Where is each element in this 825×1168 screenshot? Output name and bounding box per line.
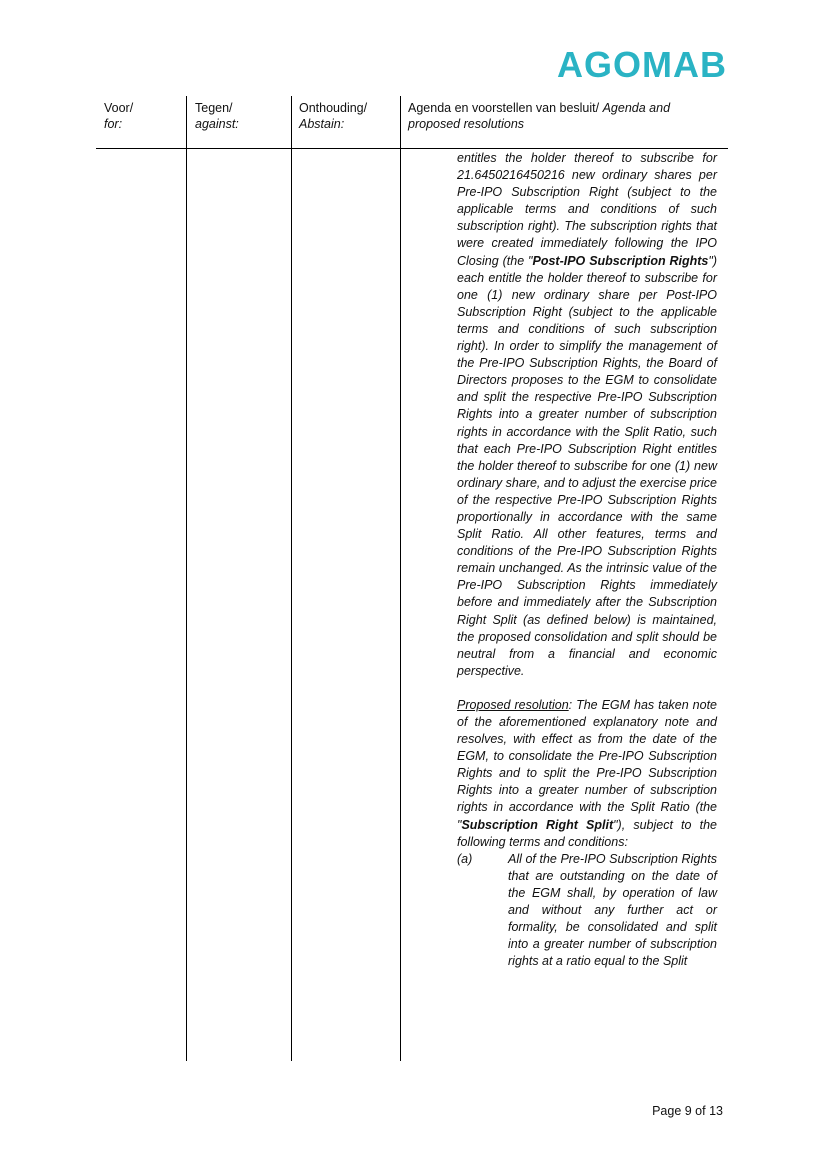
header-for-en: for: — [104, 117, 123, 131]
proposed-resolution-paragraph: Proposed resolution: The EGM has taken note of the aforementioned explanatory note and resolves, with effect as from the date of the EGM, to consolidate the Pre-IPO Subscription Rights and to split the Pre-IPO Subscription Rights into a greater number of subscription rights in accordance with the Split Ratio (the "Subscription Right Split"), subject to the following terms and conditions: — [457, 697, 717, 849]
company-logo: AGOMAB — [557, 44, 727, 85]
defined-term-split: Subscription Right Split — [461, 817, 614, 832]
header-against-nl: Tegen/ — [195, 101, 233, 115]
explanatory-paragraph: entitles the holder thereof to subscribe for 21.6450216450216 new ordinary shares per Pre-IPO Subscription Right (subject to the applicable terms and conditions of such subscription right). The subscription rights that were created immediately following the IPO Closing (the "Post-IPO Subscription Rights") each entitle the holder thereof to subscribe for one (1) new ordinary share per Post-IPO Subscription Right (subject to the applicable terms and conditions of such subscription right). In order to simplify the management of the Pre-IPO Subscription Rights, the Board of Directors proposes to the EGM to consolidate and split the respective Pre-IPO Subscription Rights into a greater number of subscription rights in accordance with the Split Ratio, such that each Pre-IPO Subscription Right entitles the holder thereof to subscribe for one (1) new ordinary share, and to adjust the exercise price of the respective Pre-IPO Subscription Rights proportionally in accordance with the same Split Ratio. All other features, terms and conditions of the Pre-IPO Subscription Rights remain unchanged. As the intrinsic value of the Pre-IPO Subscription Rights immediately before and immediately after the Subscription Right Split (as defined below) is maintained, the proposed consolidation and split should be neutral from a financial and economic perspective. — [457, 151, 717, 678]
resolution-text — [457, 150, 717, 970]
column-divider-2 — [291, 96, 292, 1061]
list-item — [457, 851, 717, 971]
header-abstain-nl: Onthouding/ — [299, 101, 368, 115]
header-agenda-nl: Agenda en voorstellen van besluit/ — [408, 101, 600, 115]
column-divider-1 — [186, 96, 187, 1061]
proposed-resolution-label: Proposed resolution — [457, 697, 569, 712]
header-against-en: against: — [195, 117, 239, 131]
list-item-label: (a) — [457, 851, 473, 866]
header-for-nl: Voor/ — [104, 101, 134, 115]
header-agenda-en-2: proposed resolutions — [408, 117, 525, 131]
list-item-text: All of the Pre-IPO Subscription Rights that are outstanding on the date of the EGM shall, by operation of law and without any further act or formality, be consolidated and split into a greater number of subscription rights at a ratio equal to the Split — [508, 851, 717, 969]
page-number: Page 9 of 13 — [652, 1104, 723, 1118]
header-agenda-en-1: Agenda and — [602, 101, 671, 115]
header-divider — [96, 148, 728, 149]
header-abstain-en: Abstain: — [299, 117, 345, 131]
header-col-for — [104, 100, 133, 132]
column-divider-3 — [400, 96, 401, 1061]
defined-term-post-ipo: Post-IPO Subscription Rights — [532, 253, 709, 268]
header-col-abstain — [299, 100, 367, 132]
header-col-agenda — [408, 100, 728, 132]
header-col-against — [195, 100, 239, 132]
